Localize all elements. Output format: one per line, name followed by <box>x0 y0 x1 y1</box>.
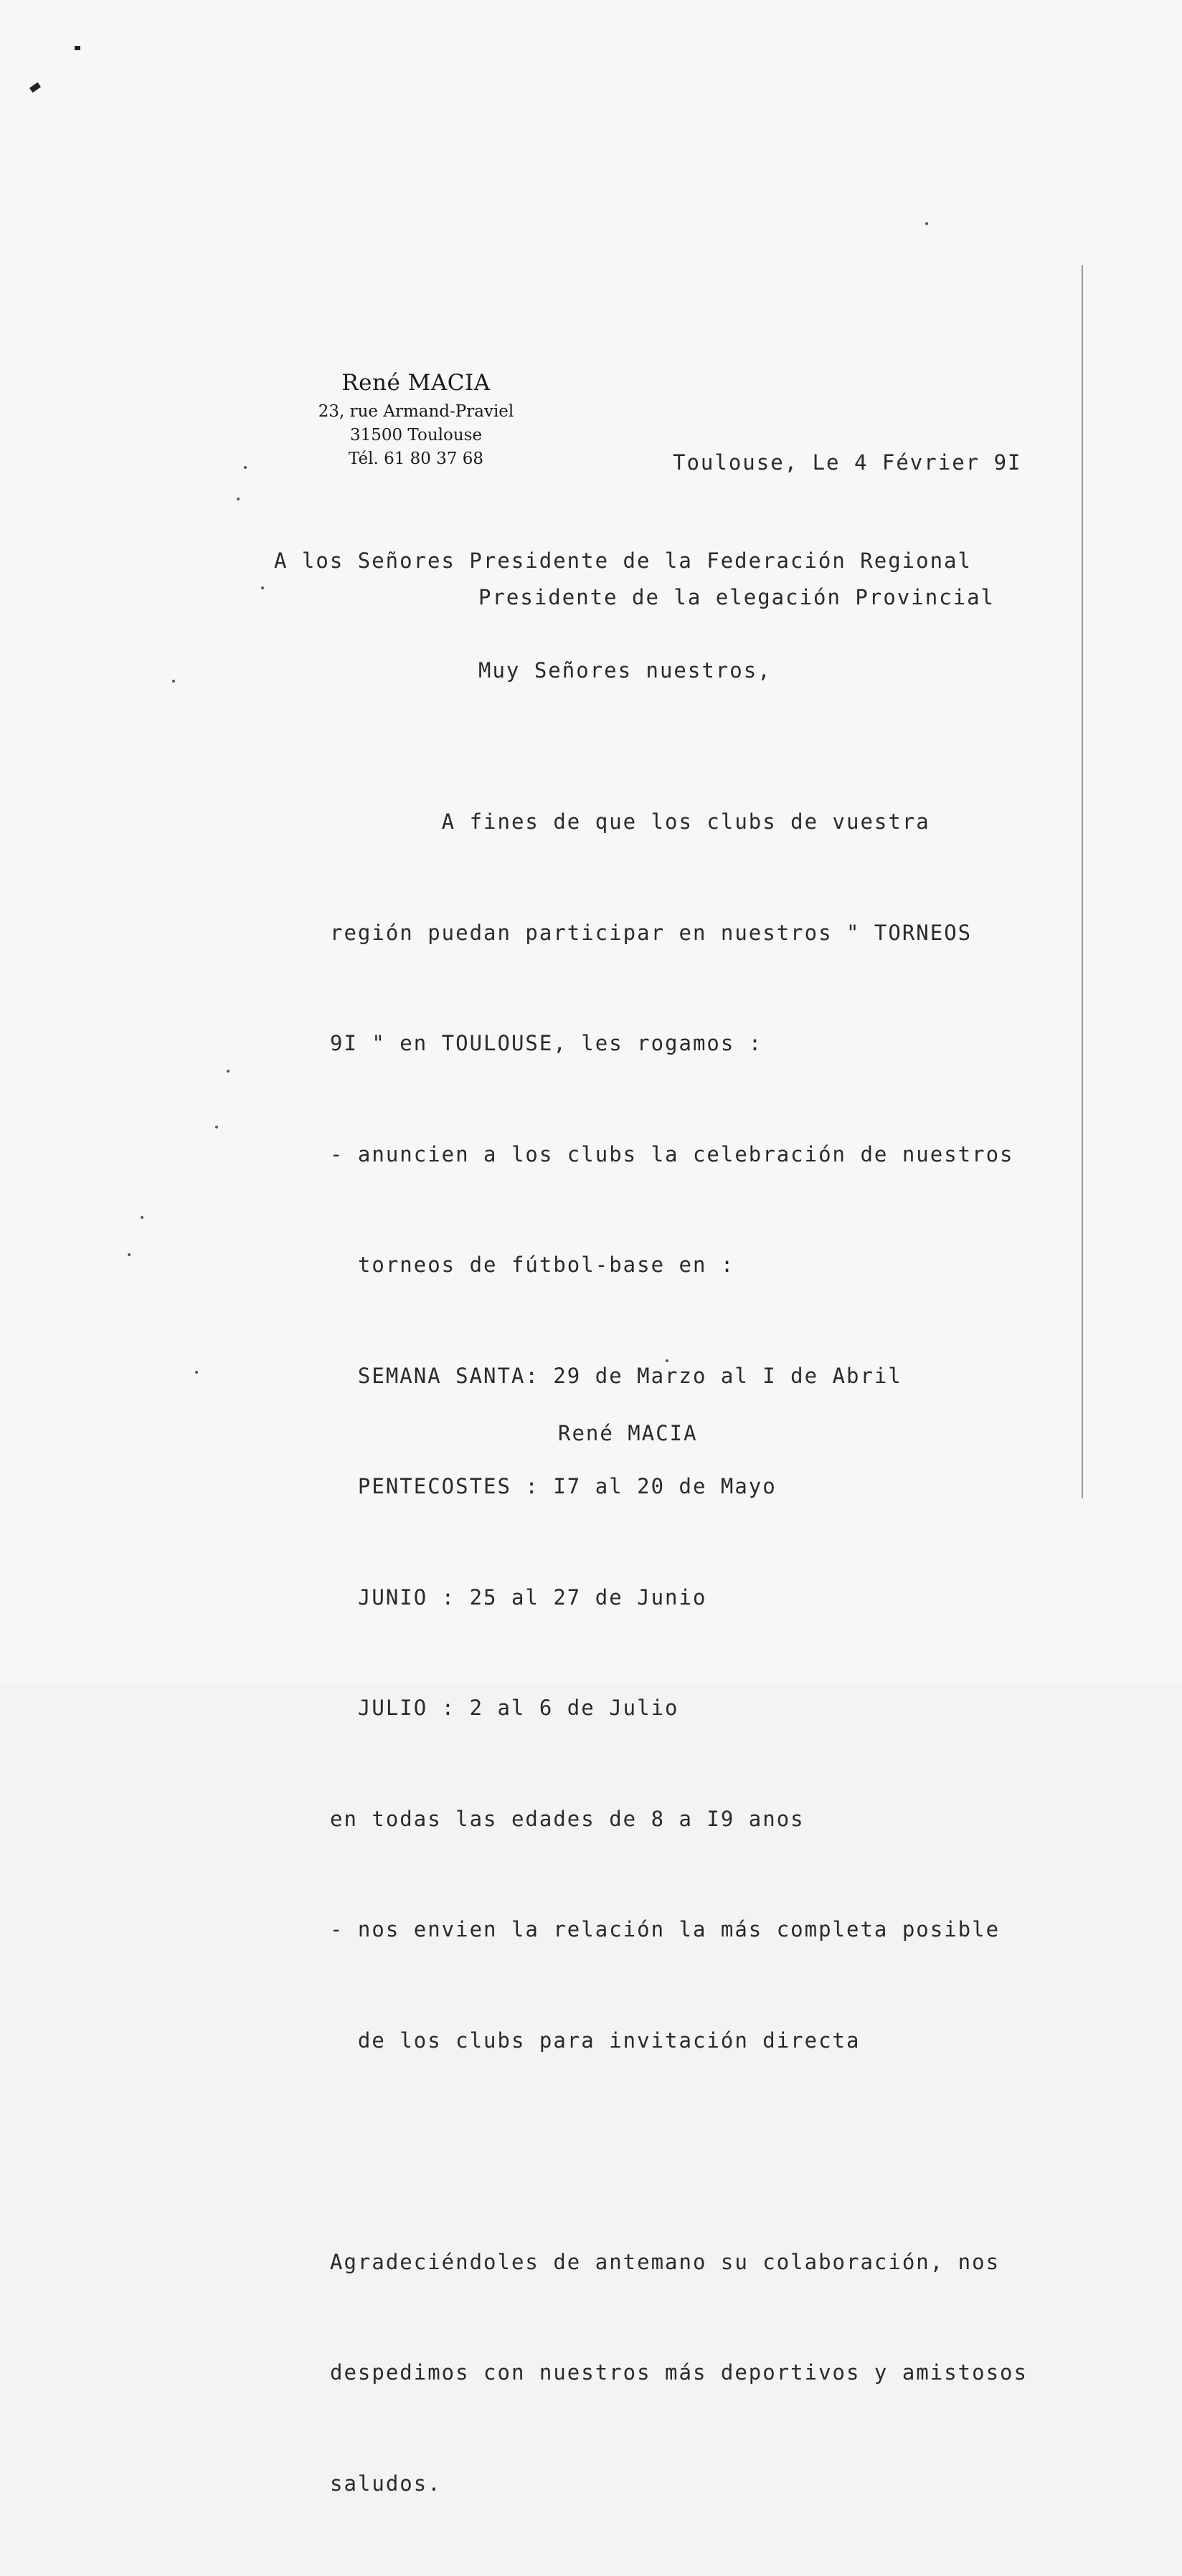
body-line: - nos envien la relación la más completa posible <box>330 1917 1001 1941</box>
scan-speck <box>227 1070 230 1073</box>
body-line: torneos de fútbol-base en : <box>330 1253 735 1277</box>
body-line: región puedan participar en nuestros " TORNEOS <box>330 920 973 945</box>
scan-mark <box>29 82 41 93</box>
scan-speck <box>237 498 240 500</box>
body-line: JUNIO : 25 al 27 de Junio <box>330 1584 707 1610</box>
body-line: A fines de que los clubs de vuestra <box>330 809 930 834</box>
scan-speck <box>261 586 264 589</box>
letterhead <box>308 366 524 471</box>
body-line: 9I " en TOULOUSE, les rogamos : <box>330 1031 763 1055</box>
scan-speck <box>128 1253 131 1256</box>
page-edge-line <box>1082 265 1083 1498</box>
letter-body <box>330 730 1028 2576</box>
recipient-line-2: Presidente de la elegación Provincial <box>478 585 996 609</box>
salutation: Muy Señores nuestros, <box>478 658 772 683</box>
scan-speck <box>666 1359 668 1362</box>
scan-speck <box>172 680 175 683</box>
body-line <box>330 2133 1028 2170</box>
scan-speck <box>195 1371 198 1374</box>
body-line: SEMANA SANTA: 29 de Marzo al I de Abril <box>330 1363 902 1388</box>
body-line: en todas las edades de 8 a I9 anos <box>330 1806 805 1831</box>
body-line: despedimos con nuestros más deportivos y amistosos <box>330 2360 1028 2385</box>
date-line: Toulouse, Le 4 Février 9I <box>673 450 1022 475</box>
letterhead-phone: Tél. 61 80 37 68 <box>348 450 484 468</box>
letterhead-street: 23, rue Armand-Praviel <box>318 402 514 421</box>
body-line: saludos. <box>330 2471 442 2496</box>
body-line: - anuncien a los clubs la celebración de nuestros <box>330 1141 1014 1166</box>
body-line: JULIO : 2 al 6 de Julio <box>330 1696 679 1720</box>
scan-speck <box>215 1126 218 1128</box>
letterhead-name: René MACIA <box>341 370 491 396</box>
scan-mark <box>75 46 80 50</box>
recipient-line-1: A los Señores Presidente de la Federación Regional <box>274 548 972 573</box>
scan-speck <box>244 466 247 469</box>
body-line: Agradeciéndoles de antemano su colaboración, nos <box>330 2249 1001 2274</box>
signature: René MACIA <box>558 1421 698 1445</box>
letterhead-city: 31500 Toulouse <box>349 426 483 445</box>
scan-speck <box>141 1216 143 1219</box>
scan-speck <box>925 222 928 225</box>
body-line: PENTECOSTES : I7 al 20 de Mayo <box>330 1474 777 1498</box>
body-line: de los clubs para invitación directa <box>330 2028 861 2053</box>
